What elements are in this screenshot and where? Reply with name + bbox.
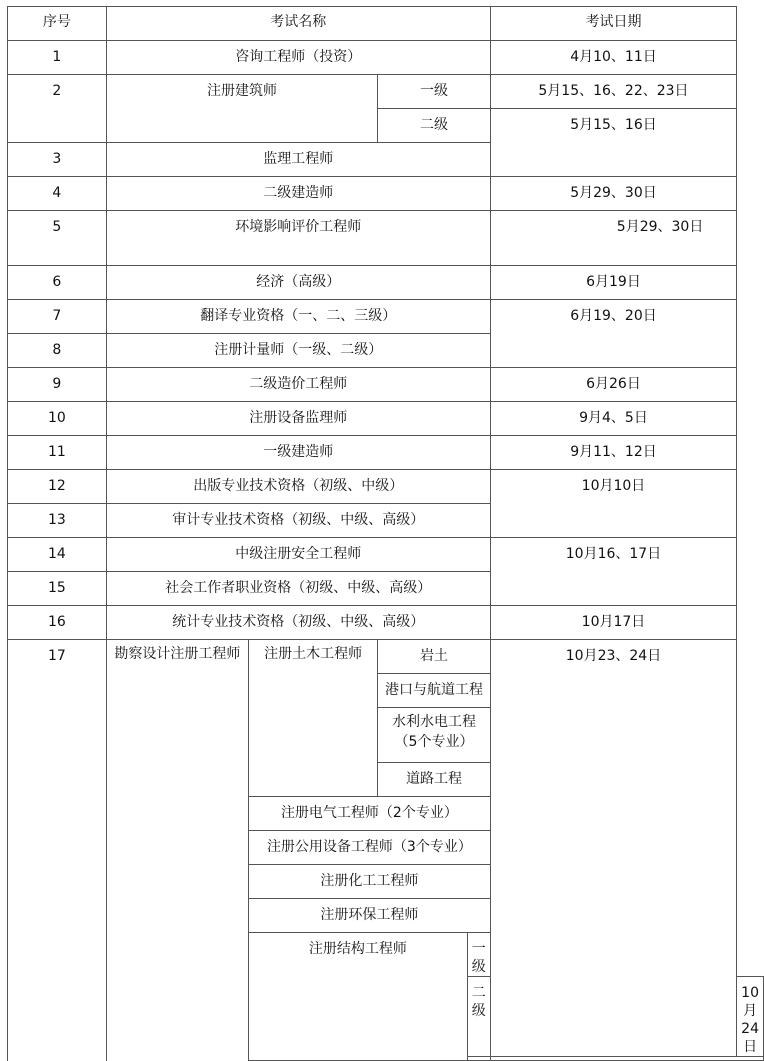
exam-specialty: 水利水电工程（5个专业） — [378, 708, 491, 763]
exam-specialty: 岩土 — [378, 640, 491, 674]
table-row — [8, 402, 764, 436]
row-no: 11 — [8, 436, 107, 470]
row-no: 17 — [8, 640, 107, 1061]
exam-subcategory: 注册化工工程师 — [249, 865, 491, 899]
exam-name: 注册设备监理师 — [106, 402, 490, 436]
table-row — [8, 470, 764, 504]
exam-subcategory: 注册结构工程师 — [249, 933, 468, 1061]
row-no: 6 — [8, 266, 107, 300]
exam-name: 咨询工程师（投资） — [106, 41, 490, 75]
exam-name: 二级造价工程师 — [106, 368, 490, 402]
row-no: 5 — [8, 211, 107, 266]
row-no: 13 — [8, 504, 107, 538]
row-no: 9 — [8, 368, 107, 402]
exam-date: 9月4、5日 — [490, 402, 736, 436]
table-row — [8, 368, 764, 402]
table-row — [8, 436, 764, 470]
exam-date: 5月29、30日 — [490, 177, 736, 211]
exam-level: 一级 — [467, 933, 490, 977]
exam-schedule-table — [7, 6, 764, 1061]
table-row — [8, 640, 764, 674]
table-cell — [467, 1057, 490, 1061]
table-header-row — [8, 7, 764, 41]
exam-name: 社会工作者职业资格（初级、中级、高级） — [106, 572, 490, 606]
exam-name: 出版专业技术资格（初级、中级） — [106, 470, 490, 504]
table-row — [8, 266, 764, 300]
header-name: 考试名称 — [106, 7, 490, 41]
exam-date: 4月10、11日 — [490, 41, 736, 75]
exam-date: 10月16、17日 — [490, 538, 736, 606]
row-no: 16 — [8, 606, 107, 640]
exam-name: 一级建造师 — [106, 436, 490, 470]
exam-subcategory: 注册土木工程师 — [249, 640, 378, 797]
exam-name: 中级注册安全工程师 — [106, 538, 490, 572]
exam-name: 勘察设计注册工程师 — [106, 640, 248, 1061]
table-row — [8, 75, 764, 109]
row-no: 10 — [8, 402, 107, 436]
exam-date: 9月11、12日 — [490, 436, 736, 470]
row-no: 12 — [8, 470, 107, 504]
exam-level: 二级 — [378, 109, 491, 143]
row-no: 4 — [8, 177, 107, 211]
exam-date: 5月15、16日 — [490, 109, 736, 177]
exam-specialty: 道路工程 — [378, 763, 491, 797]
exam-name: 环境影响评价工程师 — [106, 211, 490, 266]
exam-name: 二级建造师 — [106, 177, 490, 211]
exam-date: 6月19、20日 — [490, 300, 736, 368]
row-no: 8 — [8, 334, 107, 368]
table-row — [8, 538, 764, 572]
table-cell — [490, 1057, 763, 1061]
exam-name: 审计专业技术资格（初级、中级、高级） — [106, 504, 490, 538]
row-no: 3 — [8, 143, 107, 177]
exam-level: 二级 — [467, 977, 490, 1057]
exam-date: 10月24日 — [737, 977, 764, 1057]
row-no: 15 — [8, 572, 107, 606]
exam-name: 统计专业技术资格（初级、中级、高级） — [106, 606, 490, 640]
exam-subcategory: 注册电气工程师（2个专业） — [249, 797, 491, 831]
table-row — [8, 211, 764, 266]
exam-name: 监理工程师 — [106, 143, 490, 177]
exam-name: 翻译专业资格（一、二、三级） — [106, 300, 490, 334]
row-no: 2 — [8, 75, 107, 143]
table-row — [8, 41, 764, 75]
row-no: 14 — [8, 538, 107, 572]
exam-name: 经济（高级） — [106, 266, 490, 300]
table-row — [8, 177, 764, 211]
header-date: 考试日期 — [490, 7, 736, 41]
exam-date: 10月23、24日 — [490, 640, 736, 1057]
exam-name: 注册建筑师 — [106, 75, 378, 143]
exam-date: 6月19日 — [490, 266, 736, 300]
exam-specialty: 港口与航道工程 — [378, 674, 491, 708]
exam-date: 10月10日 — [490, 470, 736, 538]
exam-level: 一级 — [378, 75, 491, 109]
row-no: 1 — [8, 41, 107, 75]
exam-date: 5月15、16、22、23日 — [490, 75, 736, 109]
exam-subcategory: 注册环保工程师 — [249, 899, 491, 933]
header-no: 序号 — [8, 7, 107, 41]
exam-date: 5月29、30日 — [490, 211, 736, 266]
table-row — [8, 300, 764, 334]
exam-subcategory: 注册公用设备工程师（3个专业） — [249, 831, 491, 865]
exam-name: 注册计量师（一级、二级） — [106, 334, 490, 368]
row-no: 7 — [8, 300, 107, 334]
exam-date: 6月26日 — [490, 368, 736, 402]
table-row — [8, 606, 764, 640]
exam-date: 10月17日 — [490, 606, 736, 640]
